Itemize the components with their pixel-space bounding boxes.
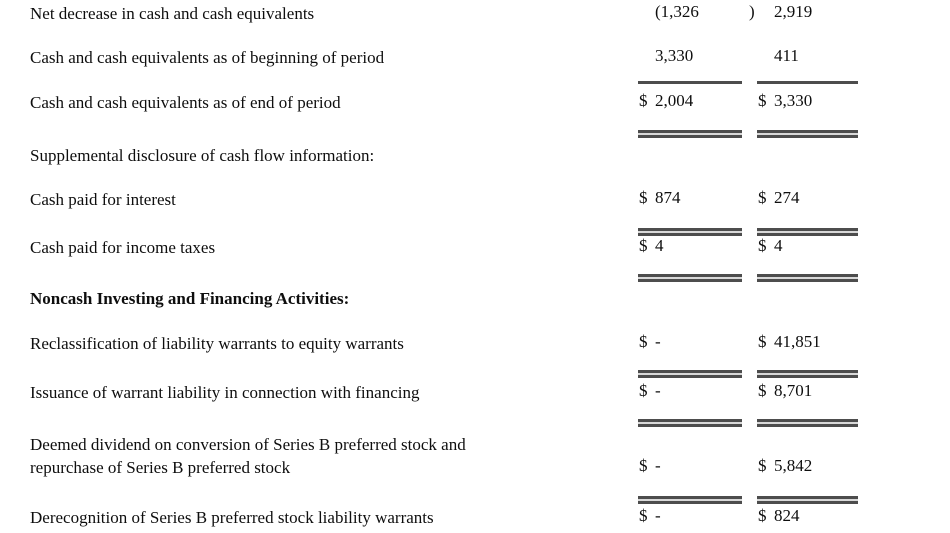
row-label: Net decrease in cash and cash equivalents: [30, 4, 315, 23]
double-rule: [757, 370, 858, 378]
value-amount: 2,004: [655, 91, 694, 110]
dollar-sign: $: [758, 188, 767, 207]
value-col2-cell: [757, 91, 858, 113]
row-label: [30, 433, 630, 479]
value-col1-cell: [638, 506, 742, 528]
value-col2-cell: [757, 332, 858, 354]
value-amount: 274: [774, 188, 800, 207]
double-rule: [757, 496, 858, 504]
value-amount: 874: [655, 188, 681, 207]
double-rule: [757, 228, 858, 236]
close-paren: ): [749, 2, 755, 21]
value-col1-cell: [638, 2, 742, 24]
section-label: Supplemental disclosure of cash flow information:: [30, 146, 375, 165]
double-rule: [638, 370, 742, 378]
value-amount: -: [655, 456, 661, 475]
value-amount: 41,851: [774, 332, 821, 351]
row-label: Cash paid for income taxes: [30, 238, 216, 257]
double-rule: [757, 419, 858, 427]
section-heading: Noncash Investing and Financing Activities:: [30, 289, 350, 308]
value-col2-cell: [757, 2, 858, 24]
value-col2-cell: [757, 188, 858, 210]
value-amount: 4: [774, 236, 783, 255]
single-rule: [638, 81, 742, 84]
value-amount: 2,919: [774, 2, 813, 21]
row-label: Cash and cash equivalents as of end of period: [30, 93, 341, 112]
double-rule: [638, 130, 742, 138]
value-col2-cell: [757, 381, 858, 403]
row-label: Reclassification of liability warrants to equity warrants: [30, 334, 404, 353]
double-rule: [638, 496, 742, 504]
dollar-sign: $: [639, 456, 648, 475]
value-col1-cell: [638, 188, 742, 210]
value-amount: 411: [774, 46, 799, 65]
double-rule: [638, 274, 742, 282]
single-rule: [757, 81, 858, 84]
dollar-sign: $: [758, 506, 767, 525]
dollar-sign: $: [639, 236, 648, 255]
value-col1-cell: [638, 332, 742, 354]
value-amount: 824: [774, 506, 800, 525]
dollar-sign: $: [639, 381, 648, 400]
value-col1-cell: [638, 91, 742, 113]
dollar-sign: $: [758, 236, 767, 255]
double-rule: [757, 274, 858, 282]
dollar-sign: $: [639, 188, 648, 207]
dollar-sign: $: [758, 91, 767, 110]
value-col1-cell: [638, 46, 742, 68]
value-amount: -: [655, 381, 661, 400]
row-label-line2: repurchase of Series B preferred stock: [30, 458, 291, 477]
dollar-sign: $: [758, 332, 767, 351]
value-amount: -: [655, 506, 661, 525]
value-col2-cell: [757, 456, 858, 478]
row-label: Cash and cash equivalents as of beginning of period: [30, 48, 385, 67]
dollar-sign: $: [639, 91, 648, 110]
value-amount: 5,842: [774, 456, 813, 475]
dollar-sign: $: [758, 456, 767, 475]
value-amount: 4: [655, 236, 664, 255]
value-amount: (1,326: [655, 2, 699, 21]
row-label: Cash paid for interest: [30, 190, 176, 209]
double-rule: [638, 228, 742, 236]
row-label: Issuance of warrant liability in connection with financing: [30, 383, 420, 402]
value-col1-cell: [638, 236, 742, 258]
dollar-sign: $: [639, 332, 648, 351]
value-amount: 3,330: [655, 46, 694, 65]
value-col1-cell: [638, 381, 742, 403]
row-label-line1: Deemed dividend on conversion of Series B preferred stock and: [30, 435, 466, 454]
dollar-sign: $: [758, 381, 767, 400]
value-amount: 8,701: [774, 381, 813, 400]
value-col2-cell: [757, 46, 858, 68]
dollar-sign: $: [639, 506, 648, 525]
value-col2-cell: [757, 236, 858, 258]
double-rule: [757, 130, 858, 138]
double-rule: [638, 419, 742, 427]
value-amount: -: [655, 332, 661, 351]
value-col2-cell: [757, 506, 858, 528]
row-label: Derecognition of Series B preferred stock liability warrants: [30, 508, 434, 527]
value-col1-cell: [638, 456, 742, 478]
value-amount: 3,330: [774, 91, 813, 110]
